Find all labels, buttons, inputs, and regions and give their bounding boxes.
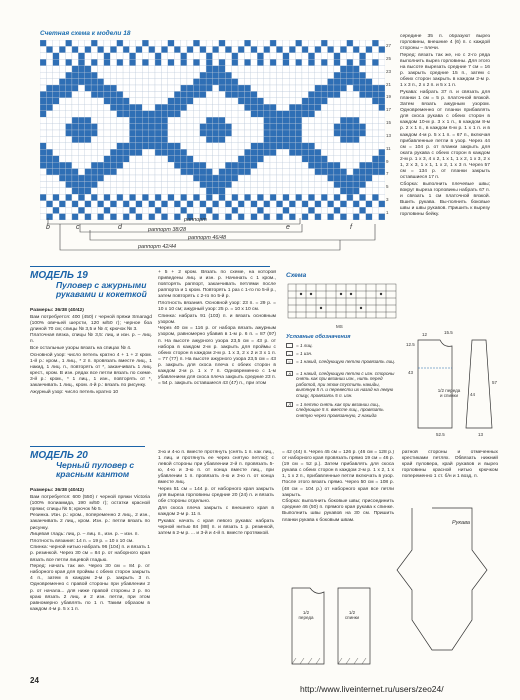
legend-title: Условные обозначения bbox=[286, 334, 351, 340]
back-piece-label: 1/2 переда и спинки bbox=[437, 388, 461, 398]
paragraph: Рукава: набрать 37 п. и связать для планки 1 см = 5 р. платочной вязкой. Затем вязать ажурным узором. Одновременно от планки прибавлять для скоса рукава с обеих сторон в каждом 10-м р. 3 х 1 п., в каждом 8-м р. 2 х 1 п., в каждом 6-м р. 1 х 1 п. и в каждом 4-м р. 5 х 1 п. = 67 п., включая прибавленные петли в узор. Через 44 см = 104 р. от планки закрыть для оката рукава с обеих сторон в каждом 2-м р. 1 х 3, 4 х 2, 1 х 1, 1 х 2, 1 х 3, 2 х 1, 2 х 3, 1 х 1, 1 х 2, 1 х 3 п. Через 57 см = 134 р. от планки закрыть оставшиеся 17 п. bbox=[400, 89, 490, 181]
dim-label: 44 bbox=[470, 392, 476, 397]
chart-letter-d: d bbox=[118, 224, 122, 231]
model20-sizes: Размеры: 36/38 (40/42) bbox=[30, 488, 84, 493]
paragraph: Все остальные узоры вязать на спицах № 4. bbox=[30, 346, 132, 352]
knitting-chart-grid bbox=[40, 40, 385, 220]
paragraph: Перед: начать так же. Через 30 см = 84 р. от наборного края для проймы с обеих сторон закрыть 4 п., затем в каждом 2-м р. закрыть 3 п. Одновременно с правой стороны при убавлении 2 р. от начала... для ниже правой стороны 2 р. по краю вязать 2 лиц. и 2 изн. петли, при этом равномерно убавлять по 1 п. Таким образом в каждом 4-м р. 5 х 1 п. bbox=[30, 564, 150, 612]
paragraph: Спинка: набрать 91 (103) п. и вязать основным узором. bbox=[158, 313, 276, 325]
dim-label: 12.5 bbox=[406, 342, 415, 347]
source-url: http://www.liveinternet.ru/users/zeo24/ bbox=[300, 684, 444, 694]
legend-item: ○ = 1 накид, следующую петлю провязать лиц. bbox=[286, 359, 396, 364]
row-number: 13 bbox=[386, 132, 392, 138]
paragraph: + 5 + 2 кром. Вязать по схеме, на которой приведены лиц. и изн. р. Начинать с 1 кром., повторять раппорт, заканчивать петлями после раппорта и 1 кром. Повторять 1 раз с 1-го по 5-й р., затем повторять с 2-го по 5-й р. bbox=[158, 270, 276, 300]
model20-title: Черный пуловер с красным кантом bbox=[56, 460, 135, 479]
model20-pattern-schematic bbox=[282, 500, 504, 672]
ms-label: MS bbox=[336, 324, 343, 329]
legend-item: ⋀ = 1 петлю снять как при вязании лиц., следующие 5 п. вместе лиц., провязать снятую через провязанную, 2 накида bbox=[287, 402, 384, 418]
purl-symbol-icon: – bbox=[286, 351, 293, 356]
page-number: 24 bbox=[30, 676, 39, 685]
sleeve-label: Рукава bbox=[452, 520, 470, 526]
dim-label: 43 bbox=[408, 370, 414, 375]
paragraph: Для скоса плеча закрыть с внешнего края в каждом 2-м р. 11 п. bbox=[158, 505, 274, 517]
paragraph: Через 51 см = 144 р. от наборного края закрыть для выреза горловины средние 20 (24) п. и вязать обе стороны отдельно. bbox=[158, 487, 274, 505]
paragraph: ратной стороны и отмеченных крестиками петлях. Обвязать нижний край пуловера, край рукавов и вырез горловины красной нитью крючком попеременно 1 ст. б/н и 1 возд. п. bbox=[402, 450, 498, 480]
divider bbox=[30, 446, 145, 447]
paragraph: Вам потребуется: 400 (450) г черной пряжи Smaragd (100% овечьей шерсти, 120 м/50 г); черное боа длиной 70 см; спицы № 3,5 и № 4; крючок № 3. bbox=[30, 314, 152, 332]
dim-label: 13 bbox=[478, 432, 484, 437]
row-number: 25 bbox=[386, 55, 392, 61]
model20-col1 bbox=[30, 488, 150, 672]
paragraph: Спинка: черной нитью набрать 96 (104) п. и вязать 1 р. резинкой. Через 30 см = 84 р. от наборного края вязать все петли лицевой гладью. bbox=[30, 545, 150, 563]
dim-label: 52.5 bbox=[436, 432, 445, 437]
chart-letter-f: f bbox=[350, 224, 352, 231]
legend-item: – = 1 изн. bbox=[286, 351, 396, 356]
row-number: 21 bbox=[386, 81, 392, 87]
raport-4648-label: раппорт 46/48 bbox=[188, 235, 227, 241]
schema-title: Схема bbox=[286, 272, 307, 279]
paragraph: Основной узор: число петель кратно 4 + 1 + 2 кром. 1-й р.: кром., 1 лиц., * 2 п. провязать вместе лиц., 1 накид, 1 лиц. п., повторять от *, заканчивать 1 лиц. крест., кром. В изн. рядах все петли вязать по схеме. 3-й р.: кром., * 1 лиц., 1 изн., повторять от *, заканчивать 1 лиц., кром. 4-й р.: вязать по рисунку. bbox=[30, 352, 152, 389]
row-number: 11 bbox=[386, 145, 391, 151]
row-number: 5 bbox=[386, 184, 389, 190]
model19-number: МОДЕЛЬ 19 bbox=[30, 270, 88, 281]
paragraph: Рукава: начать с края левого рукава: набрать черной нитью 84 (88) п. и вязать 1 р. резинкой, затем в 2-м р. ... и 3-й и 4-й п. вместе протяжкой. bbox=[158, 518, 274, 536]
cluster-symbol-icon: ∧ bbox=[286, 371, 293, 376]
model19-pattern-schematic bbox=[400, 328, 500, 443]
model20-col2 bbox=[158, 450, 274, 672]
paragraph: Платочная вязка, спицы № 3,5: лиц. и изн. р. – лиц. п. bbox=[30, 333, 152, 345]
raport-3828-label: раппорт 38/28 bbox=[148, 227, 187, 233]
paragraph: = 42 (44) п. Через 45 см = 126 р. (46 см = 128 р.) от наборного края провязать прямо 19 см = 46 р. (19 см = 52 р.). Затем прибавлять для скоса рукава с обеих сторон в каждом 2-м р. 1 х 2, 1 х 1, 1 х 2 п., прибавленные петли включать в узор. После этого вязать прямо. Через 50 см = 108 р. (48 см = 104 р.) от наборного края все петли закрыть. bbox=[282, 450, 394, 498]
chart-letter-e: e bbox=[286, 224, 290, 231]
paragraph: Перед: вязать так же, но с 2-го ряда выполнить вырез горловины. Для этого на высоте вырезать средние 7 см = 16 р. закрыть средние 15 п., затем с обеих сторон закрыть в каждом 2-м р. 1 х 3 п., 2 х 2 п. и 5 х 1 п. bbox=[400, 52, 490, 89]
legend-item: = 1 лиц. bbox=[286, 343, 396, 348]
chart-title: Счетная схема к модели 18 bbox=[40, 30, 131, 37]
paragraph: Лицевая гладь: лиц. р. – лиц. п., изн. р. – изн. п. bbox=[30, 532, 139, 538]
paragraph: Плотность вязания: 14 п. = 19 р. = 10 x 10 см. bbox=[30, 538, 134, 544]
paragraph: Резинка. Изн. р.: кром., попеременно 2 лиц., 2 изн., заканчивать 2 лиц., кром. Изн. р.: петли вязать по рисунку. bbox=[30, 513, 150, 531]
dim-label: 12 bbox=[422, 332, 428, 337]
front-label: 1/2 переда bbox=[298, 610, 314, 620]
divider bbox=[30, 266, 270, 267]
paragraph: 3-ю и 4-ю п. вместе протянуть (снять 1 п. как лиц., 1 лиц. и протянуть ее через снятую петлю); с левой стороны при убавлении 2-й п. провязать 5-ю, 4-ю и 3-ю п. от конца вместе лиц., при убавлении 1 п. провязать 4-ю и 3-ю п. от конца вместе лиц. bbox=[158, 450, 274, 486]
model19-title: Пуловер с ажурными рукавами и кокеткой bbox=[56, 280, 147, 299]
knit-symbol-icon bbox=[286, 343, 293, 348]
row-number: 27 bbox=[386, 43, 392, 48]
paragraph: Сборка: выполнить боковые швы; присоединить средние 46 (50) п. прямого края рукава к спинке. Выполнить швы рукавов на 30 см. Пришить планки рукава к боковым швам. bbox=[282, 499, 394, 523]
row-number: 19 bbox=[386, 94, 392, 100]
paragraph: середине 35 п. образуют вырез горловины, внешние 4 (6) п. с каждой стороны – плечи. bbox=[400, 34, 490, 52]
model20-header bbox=[30, 450, 150, 479]
chart-letter-c: c bbox=[76, 224, 80, 231]
knitting-chart-section bbox=[28, 28, 393, 268]
back-label: 1/2 спинки bbox=[344, 610, 360, 620]
model20-number: МОДЕЛЬ 20 bbox=[30, 450, 88, 461]
paragraph: Плотность вязания. Основной узор: 23 п. = 29 р. = 10 x 10 см; ажурный узор: 25 р. = 10 x 10 см. bbox=[158, 300, 276, 313]
row-number: 3 bbox=[386, 197, 389, 203]
legend-item: ∧ = 1 накид, следующую петлю с изн. стороны снять как при вязании изн., нить перед работой, при этом спустить накиды, вытянув 5 п. и перевести их назад на левую спицу, провязать 5 п. изн. bbox=[286, 371, 396, 401]
row-numbers bbox=[386, 40, 398, 220]
right-text-column bbox=[400, 34, 490, 266]
model19-col1 bbox=[30, 308, 152, 436]
paragraph: Ажурный узор: число петель кратно 10 bbox=[30, 389, 119, 395]
row-number: 15 bbox=[386, 120, 392, 126]
row-number: 9 bbox=[386, 158, 389, 164]
dim-label: 15.5 bbox=[444, 330, 453, 335]
model19-header bbox=[30, 270, 150, 299]
raport-4244-label: раппорт 42/44 bbox=[138, 244, 177, 250]
paragraph: Вам потребуется: 600 (550) г черной пряжи Victoria (100% полиамида, 190 м/50 г); остатки красной пряжи; спицы № 5; крючок № 5. bbox=[30, 494, 150, 512]
row-number: 7 bbox=[386, 171, 389, 177]
decrease-symbol-icon: ⋀ bbox=[287, 402, 292, 407]
paragraph: Сборка: выполнить плечевые швы; вокруг выреза горловины набрать 67 п. и связать 1 см платочной вязкой. Вшить рукава. Вы-полнить боковые швы и швы рукавов. Пришить к вырезу горловины бейку. bbox=[400, 181, 490, 218]
yarn-over-symbol-icon: ○ bbox=[286, 359, 293, 364]
dim-label: 57 bbox=[492, 380, 498, 385]
row-number: 17 bbox=[386, 107, 392, 113]
chart-letter-b: b bbox=[46, 224, 50, 231]
row-number: 1 bbox=[386, 209, 389, 215]
paragraph: Через 40 см = 116 р. от набора вязать ажурным узором, равномерно убавив в 1-м р. 6 п. = 87 (97) п. На высоте ажурного узора 23,5 см = 43 р. от набора в каждом 2-м р. закрыть для проймы с обеих сторон в каждом 2-м р. 1 х 3, 2 х 2 и 3 х 1 п. = 77 (77) п. На высоте ажурного узора 23,5 см = 43 р. закрыть для скоса плеча с обеих сторон в каждом 2-м р. 1 x 7 п. Одновременно с 1-м убавлением для скоса плеча закрыть средние 23 п. = 54 р. закрыть оставшиеся 43 (47) п., при этом bbox=[158, 326, 276, 387]
model19-col2 bbox=[158, 270, 276, 438]
model20-col4 bbox=[402, 450, 498, 498]
row-number: 23 bbox=[386, 68, 392, 74]
stitch-schema bbox=[286, 282, 398, 326]
model19-sizes: Размеры: 36/38 (40/42) bbox=[30, 308, 84, 313]
raport-label: раппорт bbox=[184, 217, 207, 223]
